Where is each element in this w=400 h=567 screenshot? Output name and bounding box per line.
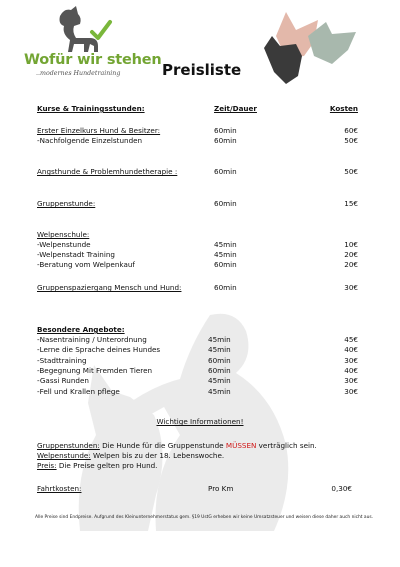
info-line-group [37,441,317,450]
row-time: 45min [214,250,237,259]
info-text: Die Hunde für die Gruppenstunde [102,441,226,450]
row-price: 50€ [344,136,358,145]
info-text: Die Preise gelten pro Hund. [58,461,158,470]
row-time: 60min [208,366,231,375]
row-label: Gruppenstunde: [37,199,96,208]
row-time: 60min [214,167,237,176]
row-time: 45min [208,335,231,344]
row-time: 60min [214,136,237,145]
row-time: 60min [214,126,237,135]
row-price: 30€ [344,376,358,385]
row-price: 30€ [344,356,358,365]
info-heading: Wichtige Informationen! [156,417,244,426]
info-line-puppy [37,451,224,460]
page-title: Preisliste [162,61,242,79]
logo-tagline: ..modernes Hundetraining [36,70,121,77]
row-label: Angsthunde & Problemhundetherapie : [37,167,178,176]
row-price: 40€ [344,366,358,375]
fahrt-price: 0,30€ [331,484,352,493]
info-label: Welpenstunde: [37,451,91,460]
row-time: 45min [208,345,231,354]
header-costs: Kosten [329,104,358,113]
row-price: 40€ [344,345,358,354]
row-price: 50€ [344,167,358,176]
row-label: Erster Einzelkurs Hund & Besitzer: [37,126,161,135]
header-courses: Kurse & Trainingsstunden: [37,104,145,113]
list-item: -Nasentraining / Unterordnung [37,335,147,344]
list-item: -Fell und Krallen pflege [37,387,120,396]
besondere-heading: Besondere Angebote: [37,325,125,334]
info-line-price [37,461,157,470]
row-price: 30€ [344,283,358,292]
row-time: 60min [208,356,231,365]
row-label: -Nachfolgende Einzelstunden [37,136,143,145]
info-label: Gruppenstunden: [37,441,100,450]
row-time: 45min [208,387,231,396]
header-time: Zeit/Dauer [214,104,257,113]
list-item: -Beratung vom Welpenkauf [37,260,135,269]
list-item: -Begegnung Mit Fremden Tieren [37,366,153,375]
row-price: 60€ [344,126,358,135]
fahrt-label: Fahrtkosten: [37,484,82,493]
welpen-heading: Welpenschule: [37,230,90,239]
row-price: 20€ [344,260,358,269]
footnote: Alle Preise sind Endpreise. Aufgrund des Kleinunternehmerstatus gem. §19 UstG erheben wir keine Umsatzsteuer und weisen diese daher auch nicht aus. [35,515,374,520]
info-label: Preis: [37,461,57,470]
list-item: -Lerne die Sprache deines Hundes [37,345,161,354]
info-emphasis: MÜSSEN [225,441,257,450]
dog-heads-icon [256,6,368,86]
row-price: 30€ [344,387,358,396]
info-text: Welpen bis zu der 18. Lebenswoche. [93,451,225,460]
row-time: 60min [214,283,237,292]
list-item: -Stadttraining [37,356,87,365]
row-time: 60min [214,199,237,208]
list-item: -Welpenstadt Training [37,250,115,259]
logo-name: Wofür wir stehen [24,52,162,68]
row-label: Gruppenspaziergang Mensch und Hund: [37,283,182,292]
row-price: 15€ [344,199,358,208]
list-item: -Welpenstunde [37,240,91,249]
row-price: 20€ [344,250,358,259]
row-time: 45min [214,240,237,249]
list-item: -Gassi Runden [37,376,89,385]
info-text: verträglich sein. [256,441,317,450]
row-price: 10€ [344,240,358,249]
row-price: 45€ [344,335,358,344]
row-time: 60min [214,260,237,269]
fahrt-unit: Pro Km [208,484,234,493]
row-time: 45min [208,376,231,385]
